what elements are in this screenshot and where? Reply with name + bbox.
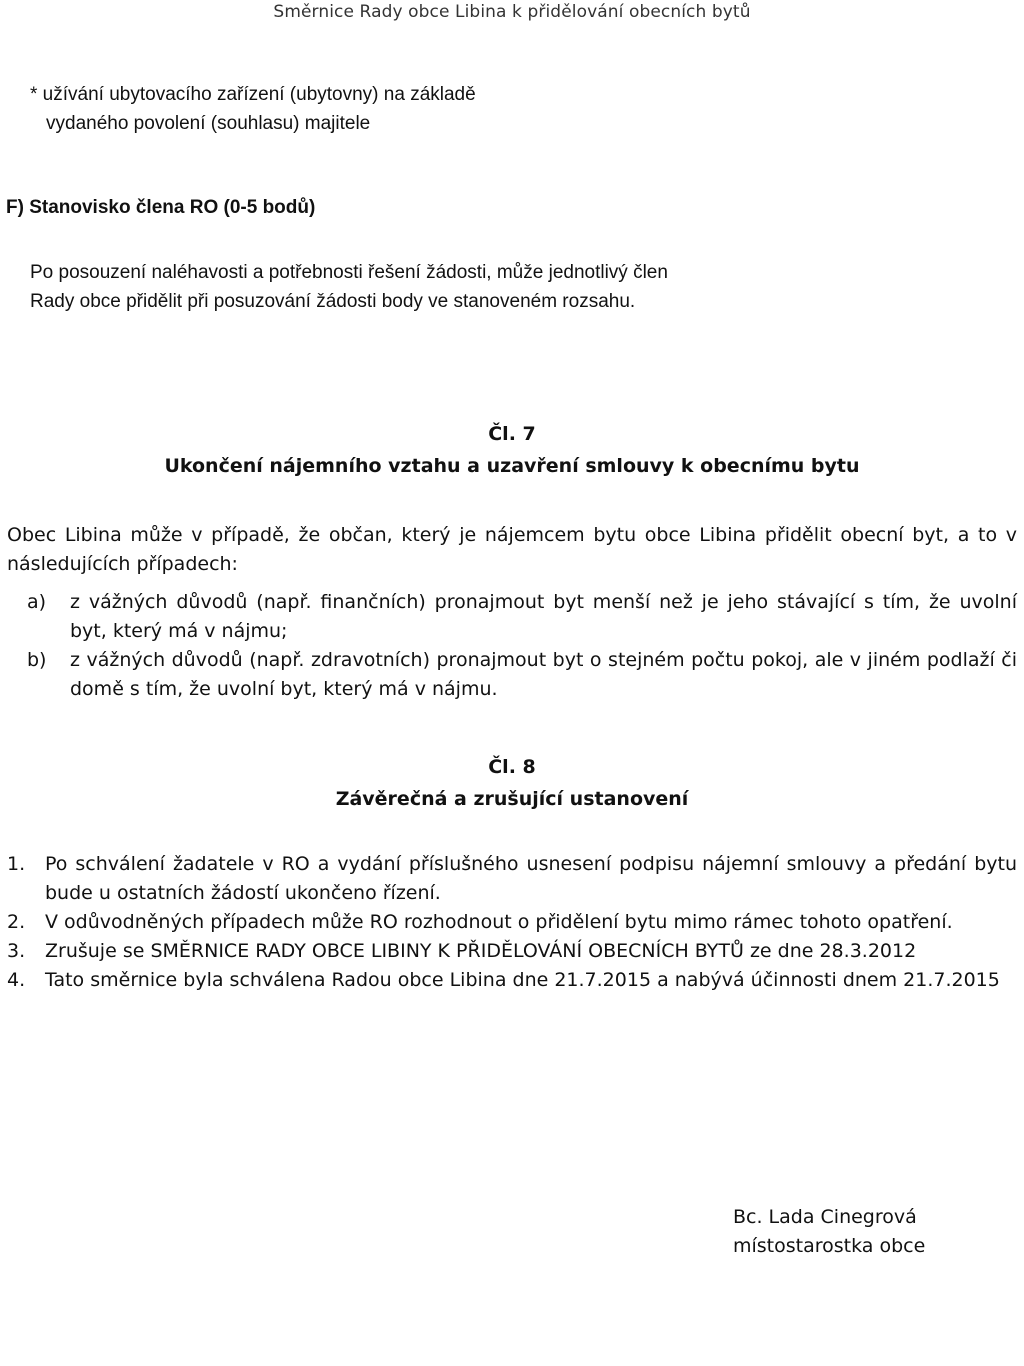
list-marker: 3. [7, 940, 26, 962]
article-7-title: Ukončení nájemního vztahu a uzavření smlouvy k obecnímu bytu [164, 455, 860, 477]
list-item-text: Tato směrnice byla schválena Radou obce Libina dne 21.7.2015 a nabývá účinnosti dnem 21.7.2015 [45, 969, 1000, 991]
list-item-text: z vážných důvodů (např. finančních) pronajmout byt menší než je jeho stávající s tím, že uvolní byt, který má v nájmu; [70, 591, 1017, 642]
section-f-line-1: Po posouzení naléhavosti a potřebnosti řešení žádosti, může jednotlivý člen [30, 262, 668, 283]
list-marker: 4. [7, 969, 26, 991]
list-marker: 1. [7, 853, 26, 875]
section-f-line-2: Rady obce přidělit při posuzování žádosti body ve stanoveném rozsahu. [30, 291, 636, 312]
list-item-text: Zrušuje se SMĚRNICE RADY OBCE LIBINY K PŘIDĚLOVÁNÍ OBECNÍCH BYTŮ ze dne 28.3.2012 [45, 940, 917, 962]
page-header: Směrnice Rady obce Libina k přidělování obecních bytů [273, 2, 751, 22]
list-item [7, 966, 1017, 995]
section-f-text [30, 258, 830, 316]
signature-block [733, 1203, 925, 1261]
accommodation-bullet [30, 80, 650, 138]
list-item-text: Po schválení žadatele v RO a vydání příslušného usnesení podpisu nájemní smlouvy a předání bytu bude u ostatních žádostí ukončeno řízení. [45, 853, 1017, 904]
signatory-role: místostarostka obce [733, 1235, 926, 1257]
list-item [7, 937, 1017, 966]
section-f-heading: F) Stanovisko člena RO (0-5 bodů) [6, 197, 316, 218]
article-7-list [27, 588, 1017, 704]
list-item [27, 646, 1017, 704]
signatory-name: Bc. Lada Cinegrová [733, 1206, 917, 1228]
bullet-line-1: * užívání ubytovacího zařízení (ubytovny) na základě [30, 84, 476, 105]
bullet-line-2: vydaného povolení (souhlasu) majitele [46, 113, 371, 134]
list-marker: 2. [7, 911, 26, 933]
list-item-text: z vážných důvodů (např. zdravotních) pronajmout byt o stejném počtu pokoj, ale v jiném podlaží či domě s tím, že uvolní byt, který má v nájmu. [70, 649, 1017, 700]
article-8-number: Čl. 8 [488, 756, 536, 778]
article-8-list [7, 850, 1017, 995]
article-7-number: Čl. 7 [488, 423, 536, 445]
list-marker: b) [27, 649, 47, 671]
list-marker: a) [27, 591, 47, 613]
article-8-title: Závěrečná a zrušující ustanovení [335, 788, 689, 810]
list-item [27, 588, 1017, 646]
article-7-intro: Obec Libina může v případě, že občan, který je nájemcem bytu obce Libina přidělit obecní byt, a to v následujících případech: [7, 524, 1017, 575]
list-item [7, 850, 1017, 908]
list-item [7, 908, 1017, 937]
list-item-text: V odůvodněných případech může RO rozhodnout o přidělení bytu mimo rámec tohoto opatření. [45, 911, 953, 933]
